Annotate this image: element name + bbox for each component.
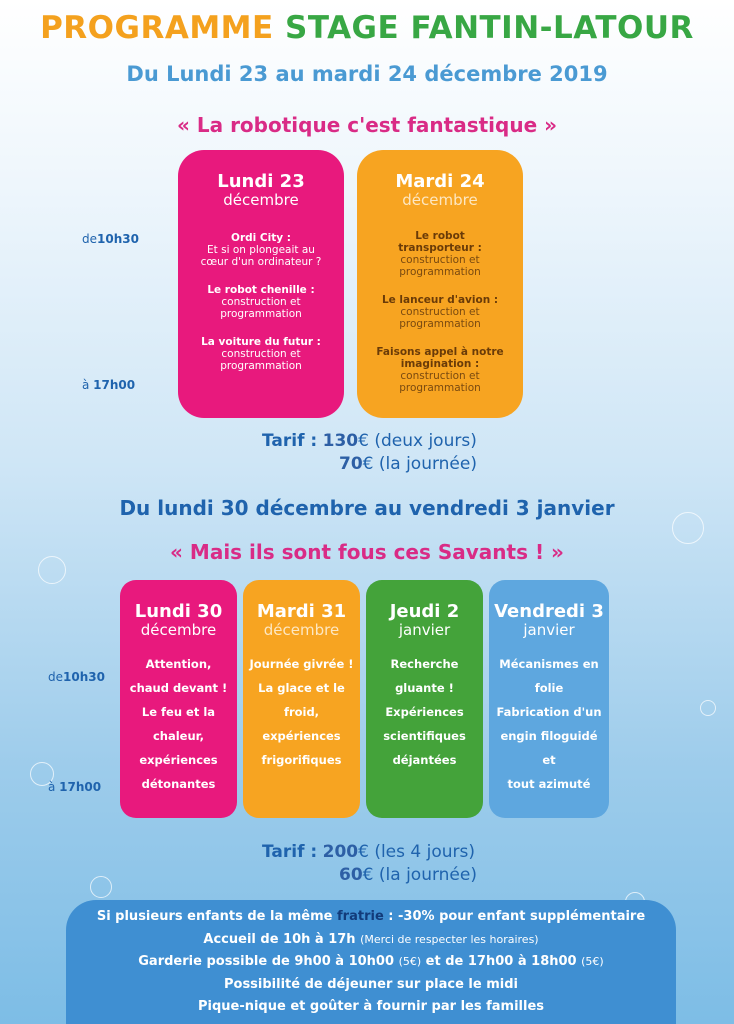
day-month: décembre xyxy=(263,621,340,639)
tarif-line-1: Tarif : 130€ (deux jours) xyxy=(262,431,477,451)
day-activities: Mécanismes en folie Fabrication d'un engin filoguidé et tout azimuté xyxy=(496,657,602,791)
day-name: Mardi 31 xyxy=(256,601,347,622)
bubble-decoration xyxy=(90,876,112,898)
stage1-end-hour: à 17h00 xyxy=(82,378,136,392)
info-line-accueil: Accueil de 10h à 17h (Merci de respecter les horaires) xyxy=(203,931,539,947)
title-programme: PROGRAMME xyxy=(40,10,274,46)
activity: Le robot transporteur : construction et programmation xyxy=(398,230,482,278)
activity: Faisons appel à notre imagination : construction et programmation xyxy=(376,346,504,394)
activity: Ordi City : Et si on plongeait au cœur d'un ordinateur ? xyxy=(200,232,322,268)
day-card-mardi-24 xyxy=(357,150,523,418)
day-name: Lundi 30 xyxy=(134,601,223,622)
day-activities: Recherche gluante ! Expériences scientifiques déjantées xyxy=(383,657,466,767)
stage2-dates: Du lundi 30 décembre au vendredi 3 janvier xyxy=(119,496,615,520)
stage1-theme: « La robotique c'est fantastique » xyxy=(176,113,558,137)
page-title xyxy=(0,10,734,46)
info-line-fratrie: Si plusieurs enfants de la même fratrie : -30% pour enfant supplémentaire xyxy=(96,909,646,924)
activity: Le robot chenille : construction et programmation xyxy=(207,284,315,320)
title-stage: STAGE FANTIN-LATOUR xyxy=(285,10,694,46)
day-card-jeudi-2 xyxy=(366,580,483,818)
day-name: Jeudi 2 xyxy=(389,601,460,622)
day-name: Vendredi 3 xyxy=(494,601,604,622)
stage2-end-hour: à 17h00 xyxy=(48,780,102,794)
stage1-tarif xyxy=(262,430,542,476)
activity: Le lanceur d'avion : construction et programmation xyxy=(381,294,499,330)
info-line-dejeuner: Possibilité de déjeuner sur place le midi xyxy=(223,976,518,992)
day-name: Mardi 24 xyxy=(395,171,485,192)
bubble-decoration xyxy=(700,700,716,716)
stage2-start-hour: de10h30 xyxy=(48,670,105,684)
stage2-theme: « Mais ils sont fous ces Savants ! » xyxy=(170,540,564,564)
day-card-lundi-23 xyxy=(178,150,344,418)
day-month: janvier xyxy=(398,621,451,639)
tarif-line-2: 70€ (la journée) xyxy=(339,454,477,474)
day-month: décembre xyxy=(140,621,217,639)
day-month: décembre xyxy=(402,191,478,209)
stage1-start-hour: de10h30 xyxy=(82,232,139,246)
day-card-mardi-31 xyxy=(243,580,360,818)
stage2-tarif xyxy=(262,841,542,887)
info-line-pique-nique: Pique-nique et goûter à fournir par les familles xyxy=(197,999,545,1014)
day-card-vendredi-3 xyxy=(489,580,609,818)
day-activities: Journée givrée ! La glace et le froid, expériences frigorifiques xyxy=(249,657,354,767)
day-month: décembre xyxy=(223,191,299,209)
tarif-line-2: 60€ (la journée) xyxy=(339,865,477,885)
activity: La voiture du futur : construction et programmation xyxy=(201,336,321,372)
tarif-line-1: Tarif : 200€ (les 4 jours) xyxy=(262,842,476,862)
info-line-garderie: Garderie possible de 9h00 à 10h00 (5€) et de 17h00 à 18h00 (5€) xyxy=(138,954,604,969)
info-box xyxy=(66,900,676,1024)
stage1-dates: Du Lundi 23 au mardi 24 décembre 2019 xyxy=(126,62,608,86)
day-month: janvier xyxy=(523,621,575,639)
day-card-lundi-30 xyxy=(120,580,237,818)
day-name: Lundi 23 xyxy=(217,171,305,192)
day-activities: Attention, chaud devant ! Le feu et la chaleur, expériences détonantes xyxy=(129,657,228,791)
